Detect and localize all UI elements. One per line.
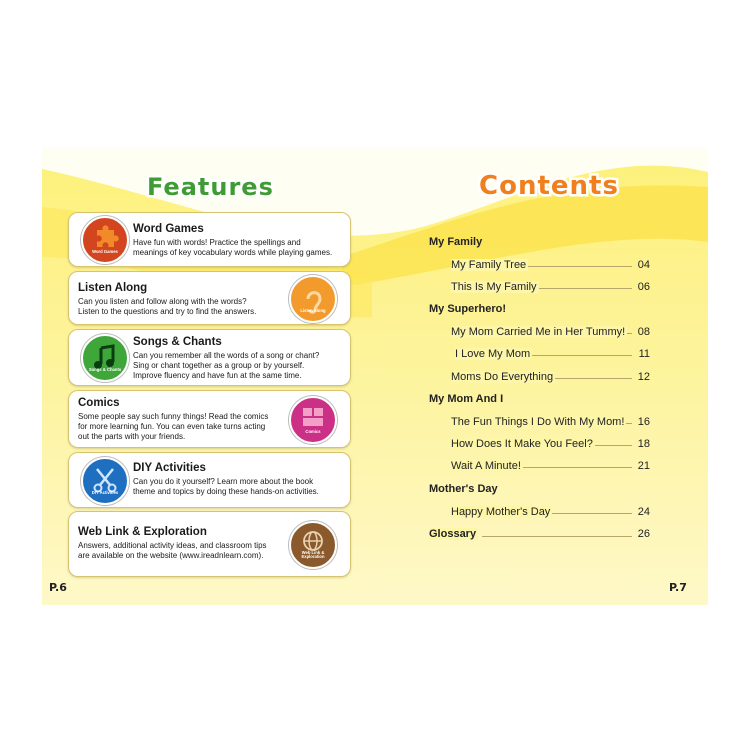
page-number-right: P.7 bbox=[669, 581, 687, 594]
toc-page-number: 16 bbox=[637, 416, 650, 428]
toc-page-number: 26 bbox=[637, 528, 650, 540]
toc-page-number: 21 bbox=[637, 460, 650, 472]
feature-title: Songs & Chants bbox=[133, 336, 222, 348]
feature-title: Comics bbox=[78, 397, 120, 409]
toc-item[interactable]: Wait A Minute! bbox=[451, 460, 521, 472]
toc-section: Mother's Day bbox=[429, 483, 498, 495]
toc-dotted-line bbox=[554, 378, 632, 379]
toc-dotted-line bbox=[522, 266, 632, 267]
toc-dotted-line bbox=[482, 536, 632, 537]
toc-section[interactable]: Glossary bbox=[429, 528, 477, 540]
toc-item[interactable]: My Mom Carried Me in Her Tummy! bbox=[451, 326, 626, 338]
toc-page-number: 08 bbox=[637, 326, 650, 338]
feature-description: Can you do it yourself? Learn more about the book theme and topics by doing these hands-on activities. bbox=[133, 477, 319, 496]
feature-description: Can you listen and follow along with the words? Listen to the questions and try to find the answers. bbox=[78, 297, 257, 316]
scissors-icon: DIY Activities bbox=[81, 457, 129, 505]
contents-heading: Contents bbox=[479, 171, 619, 201]
feature-description: Some people say such funny things! Read the comics for more learning fun. You can even take turns acting out the parts with your friends. bbox=[78, 412, 269, 441]
book-spread bbox=[42, 147, 708, 605]
toc-section: My Mom And I bbox=[429, 393, 504, 405]
toc-dotted-line bbox=[552, 513, 632, 514]
toc-dotted-line bbox=[530, 355, 632, 356]
page-number-left: P.6 bbox=[49, 581, 67, 594]
toc-item[interactable]: How Does It Make You Feel? bbox=[451, 438, 593, 450]
toc-section: My Family bbox=[429, 236, 483, 248]
ear-icon: Listen Along bbox=[289, 275, 337, 323]
feature-card-diy-activities bbox=[68, 452, 351, 508]
feature-card-comics bbox=[68, 390, 351, 448]
toc-page-number: 04 bbox=[637, 259, 650, 271]
toc-page-number: 06 bbox=[637, 281, 650, 293]
toc-item[interactable]: This Is My Family bbox=[451, 281, 537, 293]
feature-description: Can you remember all the words of a song or chant? Sing or chant together as a group or by yourself. Improve fluency and have fun at the same time. bbox=[133, 351, 320, 380]
toc-page-number: 24 bbox=[637, 506, 650, 518]
features-heading: Features bbox=[147, 173, 274, 201]
puzzle-icon: Word Games bbox=[81, 216, 129, 264]
feature-description: Answers, additional activity ideas, and classroom tips are available on the website (www.ireadnlearn.com). bbox=[78, 541, 267, 560]
feature-card-songs-chants bbox=[68, 329, 351, 386]
toc-dotted-line bbox=[592, 445, 632, 446]
feature-card-listen-along bbox=[68, 271, 351, 325]
comic-panels-icon: Comics bbox=[289, 396, 337, 444]
toc-section: My Superhero! bbox=[429, 303, 507, 315]
feature-title: Web Link & Exploration bbox=[78, 526, 207, 538]
feature-description: Have fun with words! Practice the spellings and meanings of key vocabulary words while playing games. bbox=[133, 238, 333, 257]
toc-dotted-line bbox=[532, 288, 632, 289]
toc-page-number: 11 bbox=[638, 348, 650, 360]
feature-card-web-link bbox=[68, 511, 351, 577]
globe-icon: Web Link & Exploration bbox=[289, 521, 337, 569]
toc-item[interactable]: I Love My Mom bbox=[455, 348, 531, 360]
toc-page-number: 12 bbox=[637, 371, 650, 383]
toc-item[interactable]: The Fun Things I Do With My Mom! bbox=[451, 416, 625, 428]
feature-card-word-games bbox=[68, 212, 351, 267]
feature-title: Word Games bbox=[133, 223, 204, 235]
toc-item[interactable]: Moms Do Everything bbox=[451, 371, 554, 383]
feature-title: Listen Along bbox=[78, 282, 148, 294]
toc-item[interactable]: My Family Tree bbox=[451, 259, 527, 271]
toc-page-number: 18 bbox=[637, 438, 650, 450]
toc-item[interactable]: Happy Mother's Day bbox=[451, 506, 551, 518]
feature-title: DIY Activities bbox=[133, 462, 206, 474]
toc-dotted-line bbox=[522, 467, 632, 468]
music-note-icon: Songs & Chants bbox=[81, 334, 129, 382]
